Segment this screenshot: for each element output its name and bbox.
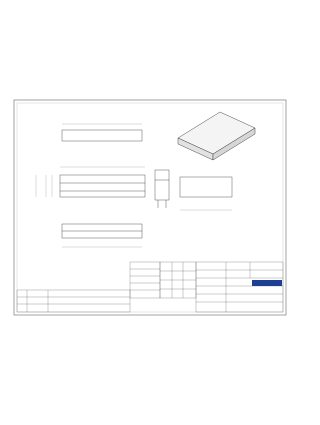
tolerance-block	[130, 262, 160, 298]
approval-block	[160, 262, 196, 298]
bottom-view	[62, 224, 142, 247]
watermark	[0, 116, 300, 196]
title-block	[196, 262, 283, 312]
revision-block	[17, 290, 130, 312]
company-logo	[252, 280, 282, 286]
